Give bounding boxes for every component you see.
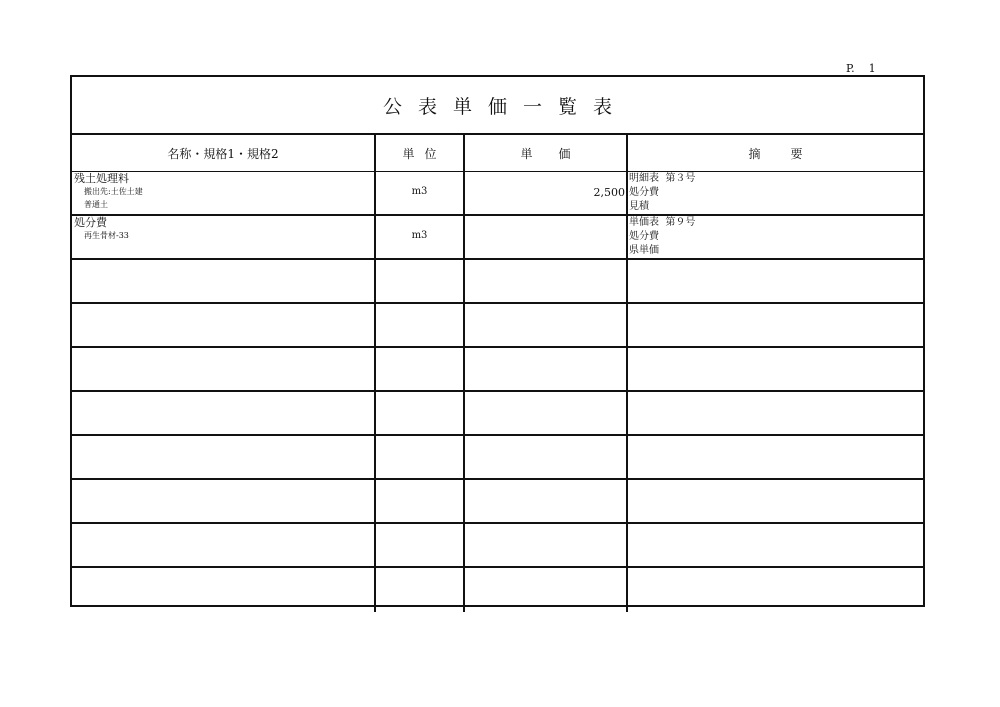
empty-cell xyxy=(376,524,465,566)
item-note-line-1: 明細表 第３号 xyxy=(629,173,696,184)
page-number: P. 1 xyxy=(846,62,876,75)
column-header-name-label: 名称・規格1・規格2 xyxy=(167,146,279,161)
column-header-unit-label: 単位 xyxy=(402,146,447,161)
empty-cell xyxy=(628,392,923,434)
empty-table-row xyxy=(72,260,923,304)
empty-cell xyxy=(72,260,376,302)
empty-cell xyxy=(72,436,376,478)
item-name: 処分費 xyxy=(74,216,107,229)
empty-cell xyxy=(72,480,376,522)
item-price: 2,500 xyxy=(593,186,625,199)
item-unit-cell xyxy=(376,216,465,258)
empty-cell xyxy=(376,348,465,390)
item-note-cell xyxy=(628,216,923,258)
item-price-cell xyxy=(465,216,628,258)
empty-cell xyxy=(72,304,376,346)
item-note-cell xyxy=(628,172,923,214)
item-name: 残土処理料 xyxy=(74,172,129,185)
item-note-line-3: 県単価 xyxy=(629,245,659,256)
empty-cell xyxy=(72,524,376,566)
item-note-line-2: 処分費 xyxy=(629,231,659,242)
item-unit-cell xyxy=(376,172,465,214)
empty-cell xyxy=(376,260,465,302)
empty-cell xyxy=(628,480,923,522)
item-spec-1: 再生骨材-33 xyxy=(84,231,129,240)
empty-cell xyxy=(376,304,465,346)
page-title: 公表単価一覧表 xyxy=(382,95,628,118)
empty-cell xyxy=(465,392,628,434)
column-header-note xyxy=(628,135,923,171)
item-unit: m3 xyxy=(411,230,428,241)
column-header-price xyxy=(465,135,628,171)
table-header-row xyxy=(72,135,923,172)
item-note-line-2: 処分費 xyxy=(629,187,659,198)
empty-cell xyxy=(628,524,923,566)
empty-cell xyxy=(465,568,628,612)
empty-table-row xyxy=(72,568,923,612)
empty-cell xyxy=(628,568,923,612)
column-header-price-label: 単価 xyxy=(520,146,597,161)
empty-cell xyxy=(628,348,923,390)
item-name-cell xyxy=(72,216,376,258)
empty-cell xyxy=(628,304,923,346)
item-spec-1: 搬出先:土佐土建 xyxy=(84,187,143,196)
empty-cell xyxy=(465,480,628,522)
empty-cell xyxy=(465,260,628,302)
empty-cell xyxy=(376,392,465,434)
empty-cell xyxy=(628,260,923,302)
table-grid xyxy=(72,135,923,612)
column-header-note-label: 摘要 xyxy=(748,146,833,161)
empty-cell xyxy=(465,436,628,478)
column-header-unit xyxy=(376,135,465,171)
empty-table-row xyxy=(72,304,923,348)
empty-cell xyxy=(628,436,923,478)
empty-cell xyxy=(72,568,376,612)
item-unit: m3 xyxy=(411,186,428,197)
empty-table-row xyxy=(72,524,923,568)
item-note-line-1: 単価表 第９号 xyxy=(629,217,696,228)
table-row xyxy=(72,216,923,260)
empty-cell xyxy=(465,304,628,346)
empty-cell xyxy=(376,436,465,478)
price-list-table xyxy=(70,75,925,607)
empty-cell xyxy=(72,392,376,434)
empty-table-row xyxy=(72,348,923,392)
item-note-line-3: 見積 xyxy=(629,201,649,212)
table-row xyxy=(72,172,923,216)
empty-cell xyxy=(376,480,465,522)
empty-table-row xyxy=(72,480,923,524)
empty-cell xyxy=(376,568,465,612)
empty-cell xyxy=(72,348,376,390)
item-name-cell xyxy=(72,172,376,214)
empty-cell xyxy=(465,348,628,390)
title-row xyxy=(72,77,923,135)
empty-cell xyxy=(465,524,628,566)
empty-table-row xyxy=(72,392,923,436)
empty-table-row xyxy=(72,436,923,480)
item-price-cell xyxy=(465,172,628,214)
column-header-name xyxy=(72,135,376,171)
item-spec-2: 普通土 xyxy=(84,200,108,209)
